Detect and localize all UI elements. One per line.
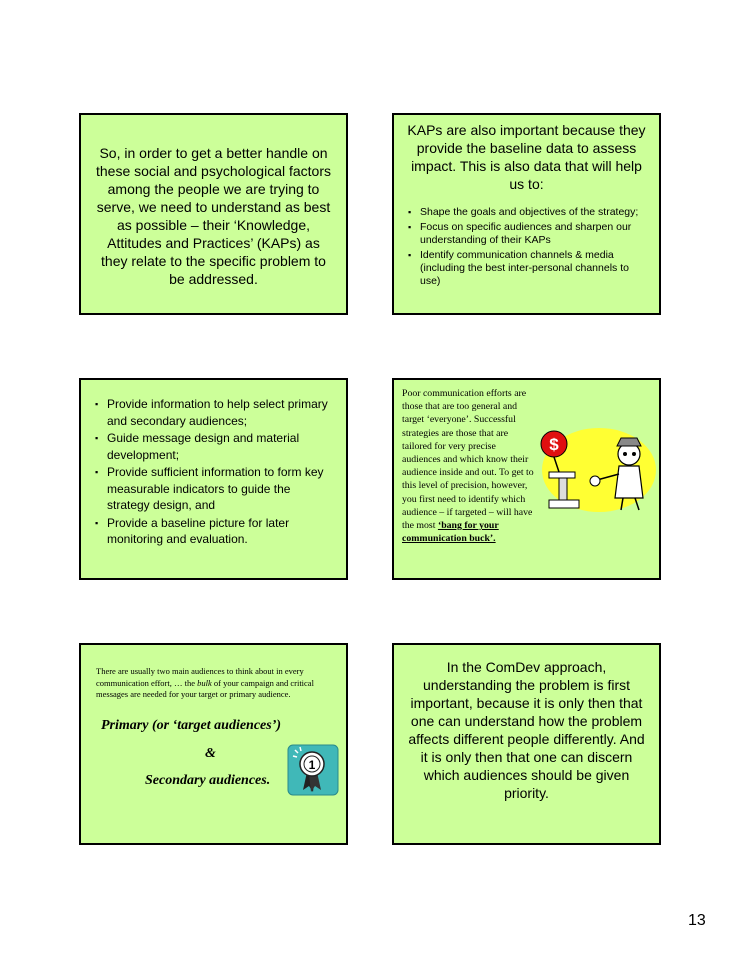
bullet-item: ▪ Provide a baseline picture for later monitoring and evaluation.: [95, 515, 336, 548]
slide-5-intro: [96, 666, 332, 701]
intro-italic: bulk: [197, 677, 212, 688]
slide-1: [79, 113, 348, 315]
primary-audiences-label: Primary (or ‘target audiences’): [101, 718, 282, 733]
bullet-item: ▪ Provide information to help select primary and secondary audiences;: [95, 396, 336, 429]
slide-4-body: Poor communication efforts are those that are too general and target ‘everyone’. Successful strategies are those that are tailored for very precise audiences and which know their audience inside and out. To get to this level of precision, however, you first need to identify which audience – if targeted – will have the most: [402, 388, 534, 532]
slide-3: [79, 378, 348, 580]
bullet-item: ▪ Identify communication channels & media (including the best inter-personal channels to use): [408, 249, 647, 288]
dollar-scale-clipart-icon: [539, 424, 661, 514]
slide-4-emphasis: ‘bang for your communication buck’.: [402, 520, 499, 545]
dollar-sign: $: [549, 435, 559, 454]
slide-6-text: In the ComDev approach, understanding the problem is first important, because it is only then that one can understand how the problem affects different people differently. And it is only then that one can discern which audiences should be given priority.: [408, 659, 645, 801]
intro-text: There are usually two main audiences to think about in every communication effort, … the: [96, 666, 304, 688]
bullet-item: ▪ Provide sufficient information to form key measurable indicators to guide the strategy design, and: [95, 464, 336, 514]
bullet-item: ▪ Guide message design and material development;: [95, 430, 336, 463]
secondary-audiences-label: Secondary audiences.: [145, 773, 271, 788]
slide-3-bullet-list: [95, 396, 336, 549]
ampersand: &: [205, 746, 216, 761]
first-place-ribbon-icon: [287, 744, 339, 796]
slide-5: [79, 643, 348, 845]
badge-number: 1: [308, 758, 316, 772]
slide-2: [392, 113, 661, 315]
bullet-item: ▪ Shape the goals and objectives of the strategy;: [408, 206, 647, 219]
slide-2-heading: KAPs are also important because they provide the baseline data to assess impact. This is also data that will help us to:: [407, 122, 646, 192]
slide-4-text: [402, 387, 536, 545]
bullet-item: ▪ Focus on specific audiences and sharpen our understanding of their KAPs: [408, 221, 647, 247]
page-number: 13: [688, 912, 706, 929]
slide-2-bullet-list: [408, 206, 647, 290]
slide-1-text: So, in order to get a better handle on these social and psychological factors among the people we are trying to serve, we need to understand as best as possible – their ‘Knowledge, Attitudes and Practices’ (KAPs) as they relate to the specific problem to be addressed.: [95, 145, 332, 287]
intro-text: of your campaign and critical messages are needed for your target or primary audience.: [96, 677, 314, 699]
slide-4: [392, 378, 661, 580]
slide-6: [392, 643, 661, 845]
